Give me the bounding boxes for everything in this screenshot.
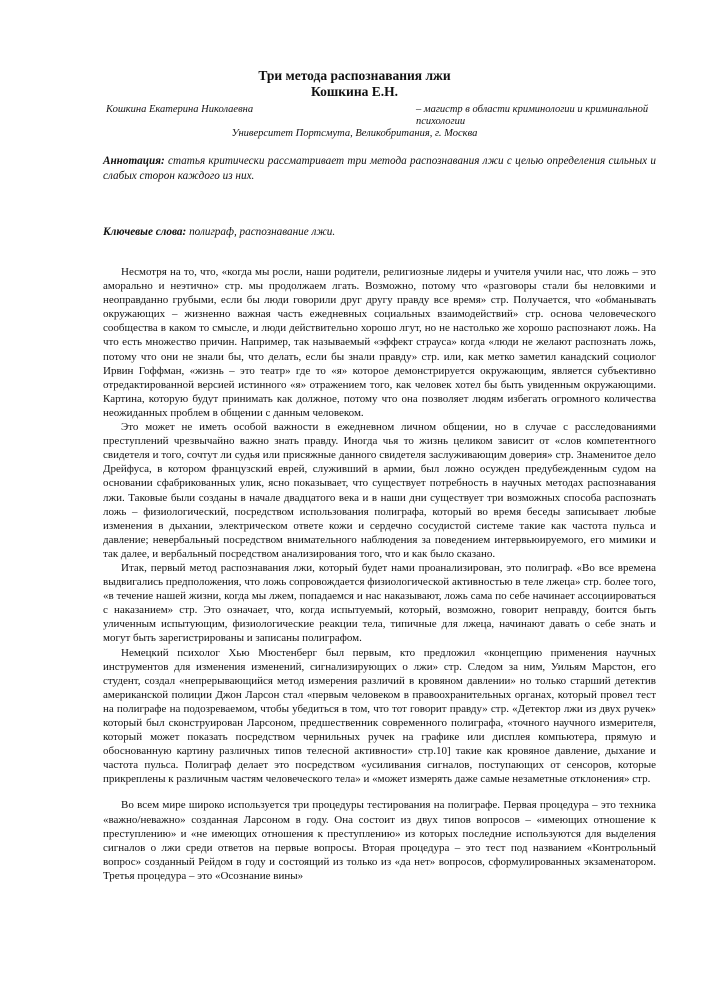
keywords <box>103 225 656 240</box>
author-short: Кошкина Е.Н. <box>311 84 398 99</box>
article-body <box>103 265 656 883</box>
title-line: Три метода распознавания лжи <box>258 68 451 83</box>
author-name: Кошкина Екатерина Николаевна <box>106 104 254 115</box>
abstract-text: статья критически рассматривает три метода распознавания лжи с целью определения сильных и слабых сторон каждого из них. <box>103 155 656 182</box>
abstract <box>103 154 656 184</box>
paragraph: Во всем мире широко используется три процедуры тестирования на полиграфе. Первая процедура – это техника «важно/неважно» созданная Ларсоном в году. Она состоит из двух типов вопросов – «имеющих отношение к преступлению» и «не имеющих отношения к преступлению» из которых последние используются для выделения сигналов о лжи среди ответов на первые вопросы. Вторая процедура – это тест под названием «Контрольный вопрос» созданный Рейдом в году и состоящий из только из «да нет» вопросов, сформулированных экзаменатором. Третья процедура – это «Осознание вины» <box>103 799 656 882</box>
article-title <box>0 68 709 100</box>
author-role: – магистр в области криминологии и криминальной психологии <box>416 104 649 127</box>
paragraph: Это может не иметь особой важности в ежедневном личном общении, но в случае с расследованиями преступлений чрезвычайно важно знать правду. Иногда чья то жизнь целиком зависит от «слов компетентного свидетеля и того, сочтут ли судья или присяжные данного свидетеля заслуживающим доверия» стр. Знаменитое дело Дрейфуса, в котором французский еврей, служивший в армии, был ложно осужден предубежденным судом на основании сфабрикованных улик, ясно показывает, что существует потребность в научных методах распознавания лжи. Таковые были созданы в начале двадцатого века и в наши дни существует три возможных способа распознать ложь – физиологический, посредством использования полиграфа, который во время беседы записывает любые изменения в дыхании, электрическом ответе кожи и сердечно сосудистой системе такие как частота пульса и давление; невербальный посредством внимательного наблюдения за поведением интервьюируемого, его мимики и так далее, и вербальный посредством анализирования того, что и как было сказано. <box>103 421 656 560</box>
author-affiliation: Университет Портсмута, Великобритания, г. Москва <box>231 128 478 139</box>
keywords-text: полиграф, распознавание лжи. <box>186 226 336 238</box>
keywords-label: Ключевые слова: <box>103 226 187 238</box>
paragraph: Итак, первый метод распознавания лжи, который будет нами проанализирован, это полиграф. «Во все времена выдвигались предположения, что ложь сопровождается физиологической активностью в теле лжеца» стр. более того, «в течение нашей жизни, когда мы лжем, попадаемся и нас наказывают, ложь сама по себе начинает ассоциироваться с наказанием» стр. Это означает, что, когда испытуемый, который, возможно, говорит неправду, боится быть уличенным испытующим, физиологические реакции тела, типичные для лжеца, начинают давать о себе знать и могут быть зарегистрированы и записаны полиграфом. <box>103 561 656 645</box>
paragraph: Немецкий психолог Хью Мюстенберг был первым, кто предложил «концепцию применения научных инструментов для изменения изменений, сигнализирующих о лжи» стр. Следом за ним, Уильям Марстон, его студент, создал «непрерывающийся метод измерения различий в кровяном давлении» но только старший детектив американской полиции Джон Ларсон стал «первым человеком в правоохранительных органах, который провел тест на полиграфе на подозреваемом, чтобы убедиться в том, что тот говорит правду» стр. «Детектор лжи из двух ручек» который был сконструирован Ларсоном, предшественник современного полиграфа, «точного научного измерителя, который может показать посредством чернильных ручек на графике или дисплея компьютера, прямую и обоснованную картину различных типов телесной активности» стр.10] такие как кровяное давление, дыхание и частота пульса. Полиграф делает это посредством «усиливания сигналов, поступающих от сенсоров, которые прикреплены к различным частям человеческого тела» и «может измерять даже самые незаметные отклонения» стр. <box>103 646 656 786</box>
abstract-label: Аннотация: <box>103 155 165 167</box>
paragraph: Несмотря на то, что, «когда мы росли, наши родители, религиозные лидеры и учителя учили нас, что ложь – это аморально и неэтично» стр. мы продолжаем лгать. Возможно, потому что «разговоры стали бы неловкими и неоправданно грубыми, если бы люди говорили друг другу правду все время» стр. Получается, что «обманывать окружающих – жизненно важная часть ежедневных социальных взаимодействий» стр. основа человеческого сообщества в каком то смысле, и люди действительно хорошо лгут, но не настолько же хорошо распознают ложь. На что есть множество причин. Например, так называемый «эффект страуса» когда «люди не желают распознать ложь, потому что они не знали бы, что делать, если бы знали правду» стр. или, как метко заметил канадский социолог Ирвин Гоффман, «жизнь – это театр» где то «я» которое демонстрируется окружающим, является субъективно отредактированной версией истинного «я» отражением того, как человек хотел бы быть увиденным окружающими. Картина, которую будут принимать как должное, потому что она позволяет людям избегать огромного количества неожиданных проблем в общении с данным человеком. <box>103 266 656 419</box>
